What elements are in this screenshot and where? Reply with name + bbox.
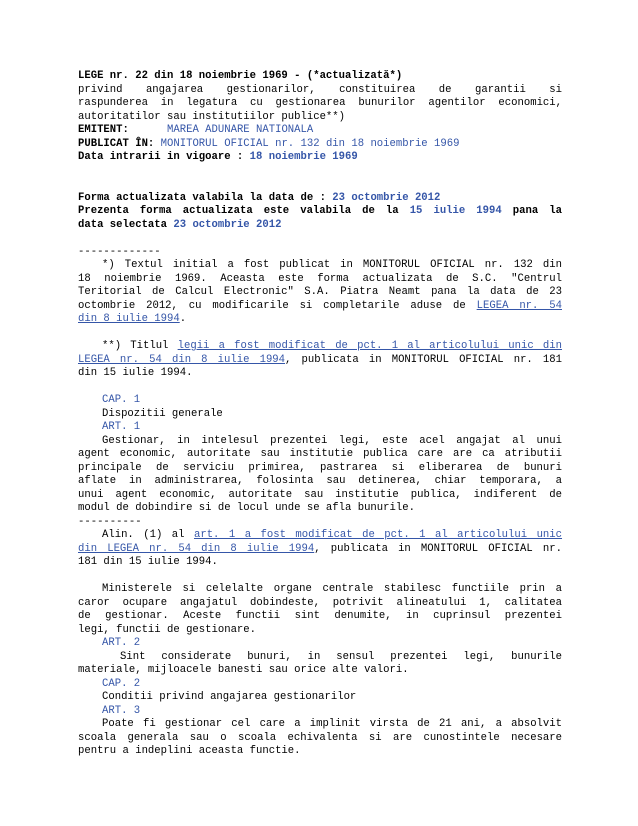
law-description-line: raspunderea in legatura cu gestionarea bunurilor agentilor economici, (78, 97, 562, 109)
law-54-date-link[interactable]: din 8 iulie 1994 (78, 313, 180, 325)
law-title: LEGE nr. 22 din 18 noiembrie 1969 - (*actualizată*) (78, 70, 403, 82)
article-line: modul de dobindire si de locul unde se afla bunurile. (78, 502, 415, 514)
footnote-line (78, 313, 562, 327)
footnote-text: , publicata in MONITORUL OFICIAL nr. 181 (285, 353, 562, 366)
valid-range-until: pana la (512, 205, 562, 217)
intrare-row (78, 151, 562, 165)
footnote-line: 18 noiembrie 1969. Aceasta este forma actualizata de S.C. "Centrul (78, 272, 562, 285)
chapter-2-title: Conditii privind angajarea gestionarilor (102, 691, 357, 703)
footnote-line: Teritorial de Calcul Electronic" S.A. Piatra Neamt pana la data de 23 (78, 286, 562, 298)
footnote-text: **) Titlul (102, 340, 169, 352)
article-line: Sint considerate bunuri, in sensul prezentei legi, bunurile (120, 650, 562, 663)
amendment-text: , publicata in MONITORUL OFICIAL nr. (314, 542, 562, 555)
forma-date: 23 octombrie 2012 (332, 191, 441, 204)
chapter-1-heading: CAP. 1 (102, 394, 141, 406)
amendment-line (78, 529, 562, 543)
footnote-2 (78, 340, 562, 381)
paragraph-line: legi, functii de gestionare. (78, 623, 257, 636)
article-line: scoala generala sau o scoala echivalenta si are cunostintele necesare (78, 731, 562, 744)
article-2-heading: ART. 2 (102, 637, 141, 649)
article-line: pentru a indeplini aceasta functie. (78, 745, 301, 757)
valid-from-date: 15 iulie 1994 (409, 205, 502, 217)
amendment-line (78, 543, 562, 557)
amendment-text: Alin. (1) al (102, 529, 185, 541)
paragraph-line: de gestionar. Aceste functii sint denumite, in cuprinsul prezentei (78, 610, 562, 622)
law-description-line: autoritatilor sau institutiilor publice**) (78, 110, 346, 123)
footnote-1 (78, 259, 562, 327)
paragraph-line: caror ocupare angajatul dobindeste, potrivit alineatului 1, calitatea (78, 596, 562, 609)
publicat-value: MONITORUL OFICIAL nr. 132 din 18 noiembrie 1969 (160, 137, 460, 150)
article-line: aflate in administrarea, folosinta sau detinerea, chiar temporara, a (78, 475, 562, 487)
forma-label: Forma actualizata valabila la data de : (78, 191, 326, 204)
article-line: Poate fi gestionar cel care a implinit virsta de 21 ani, a absolvit (102, 718, 562, 730)
article-line: materiale, mijloacele banesti sau orice alte valori. (78, 664, 409, 676)
footnote-line (78, 300, 562, 314)
article-line: Gestionar, in intelesul prezentei legi, este acel angajat al unui (102, 434, 562, 447)
amendment-line: 181 din 15 iulie 1994. (78, 556, 218, 568)
article-3-heading: ART. 3 (102, 704, 141, 717)
selected-date-label: data selectata (78, 218, 168, 231)
footnote-line: *) Textul initial a fost publicat in MONITORUL OFICIAL nr. 132 din (102, 259, 562, 271)
emitent-value: MAREA ADUNARE NATIONALA (167, 124, 314, 136)
footnote-line (78, 354, 562, 368)
article-2-body (78, 651, 562, 678)
version-info (78, 192, 562, 233)
article-1-heading: ART. 1 (102, 421, 141, 433)
forma-row (78, 192, 562, 206)
article-3-body (78, 718, 562, 759)
article-line: agent economic, autoritate sau institutie publica care are ca atributii (78, 448, 562, 460)
separator: ------------- (78, 245, 161, 258)
separator: ---------- (78, 515, 142, 528)
intrare-value: 18 noiembrie 1969 (249, 151, 358, 163)
publicat-row (78, 138, 562, 152)
amendment-note (78, 529, 562, 570)
article-line: principale de serviciu primirea, pastrarea si eliberarea de bunuri (78, 461, 562, 474)
emitent-label: EMITENT: (78, 124, 129, 136)
law-54-link[interactable]: LEGEA nr. 54 (476, 299, 562, 312)
paragraph-line: Ministerele si celelalte organe centrale stabilesc functiile prin a (102, 583, 562, 595)
chapter-1-title: Dispozitii generale (102, 407, 223, 420)
footnote-text: . (179, 313, 187, 325)
emitent-row (78, 124, 562, 138)
title-amendment-link[interactable]: legii a fost modificat de pct. 1 al articolului unic din (177, 340, 563, 352)
footnote-text: octombrie 2012, cu modificarile si completarile aduse de (78, 299, 466, 312)
document-header (78, 70, 562, 165)
law-description-line: privind angajarea gestionarilor, constituirea de garantii si (78, 83, 562, 96)
law-document (78, 70, 562, 759)
footnote-line (78, 340, 562, 354)
ministries-paragraph (78, 583, 562, 637)
valid-range-row (78, 205, 562, 219)
publicat-label: PUBLICAT ÎN: (78, 137, 155, 150)
selected-date: 23 octombrie 2012 (173, 218, 282, 231)
intrare-label: Data intrarii in vigoare : (78, 151, 244, 163)
law-54-link[interactable]: din LEGEA nr. 54 din 8 iulie 1994 (78, 542, 315, 555)
article-line: unui agent economic, autoritate sau institutie publica, indiferent de (78, 488, 562, 501)
selected-date-row (78, 219, 562, 233)
article-1-body (78, 435, 562, 516)
law-54-link[interactable]: LEGEA nr. 54 din 8 iulie 1994 (78, 353, 286, 366)
chapter-2-heading: CAP. 2 (102, 677, 141, 690)
article-1-amendment-link[interactable]: art. 1 a fost modificat de pct. 1 al articolului unic (193, 529, 563, 541)
valid-range-text: Prezenta forma actualizata este valabila de la (78, 205, 399, 217)
footnote-line: din 15 iulie 1994. (78, 367, 193, 379)
